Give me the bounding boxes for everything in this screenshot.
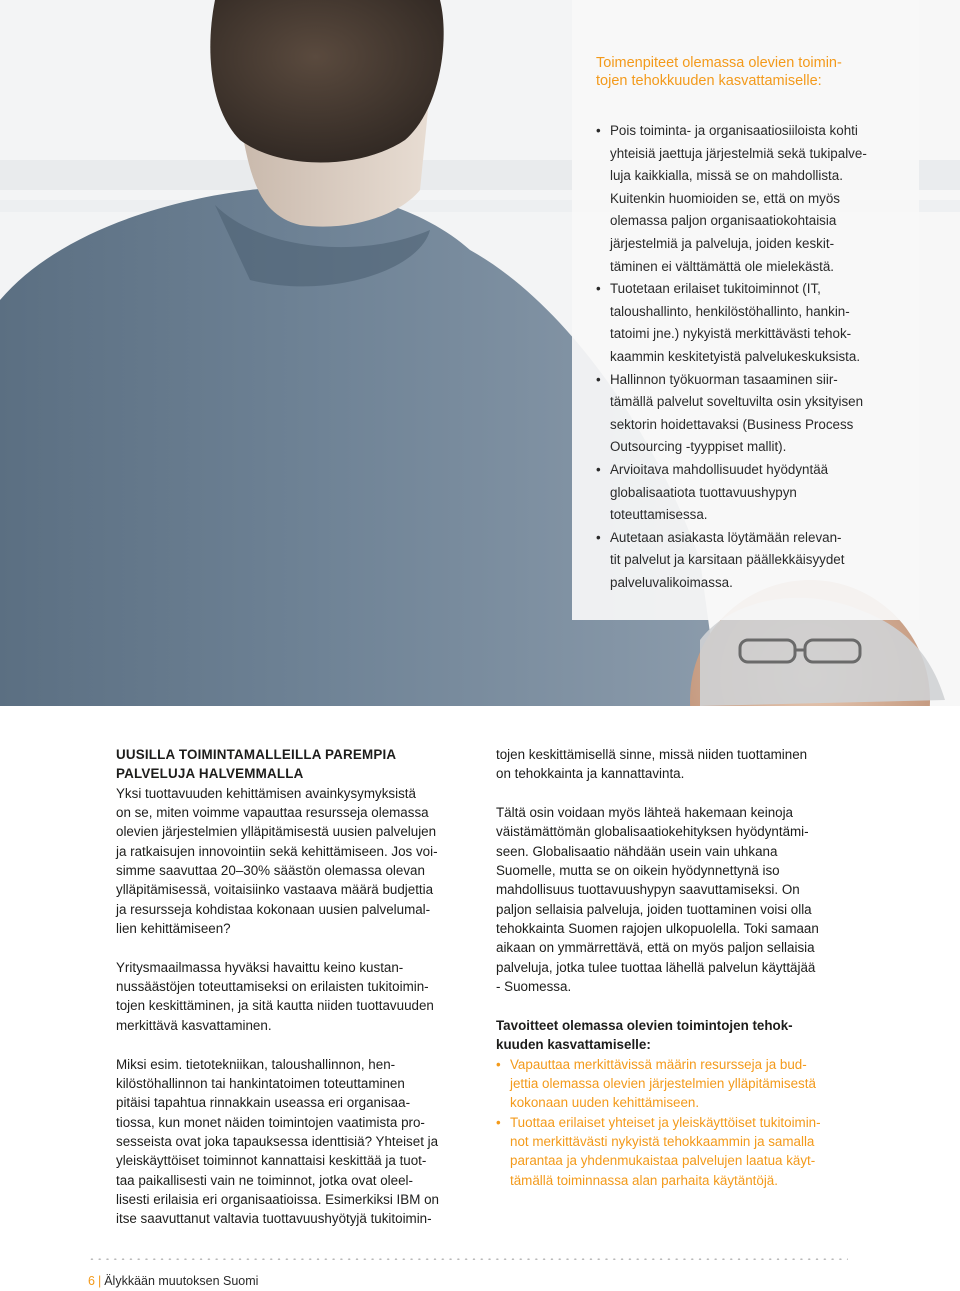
text-line: kilöstöhallinnon tai hankintatoimen toteuttaminen	[116, 1075, 405, 1091]
text-line: palveluja, jotka tulee tuottaa lähellä palvelun käyttäjää	[496, 959, 816, 975]
text-line: nussäästöjen toteuttamiseksi on erilaisten tukitoimin-	[116, 979, 429, 995]
text-line: kokonaan uuden kehittämiseen.	[510, 1095, 700, 1111]
text-line: not merkittävästi nykyistä tehokkaammin ja samalla	[510, 1133, 815, 1149]
text-line: tojen keskittämisellä sinne, missä niiden tuottaminen	[496, 747, 808, 762]
subhead-line: Tavoitteet olemassa olevien toimintojen tehok-	[496, 1017, 793, 1033]
text-line: Yritysmaailmassa hyväksi havaittu keino kustan-	[116, 959, 404, 975]
text-line: pitäisi tapahtua rinnakkain useassa eri organisaa-	[116, 1095, 411, 1111]
text-line: ylläpitämisessä, voitaisiinko vastaava määrä budjettia	[116, 882, 434, 898]
text-line: tehokkainta Suomen rajojen ulkopuolella. Toki samaan	[496, 921, 819, 937]
text-line: olemassa paljon organisaatiokohtaisia	[610, 213, 837, 229]
text-line: globalisaatiota tuottavuushypyn	[610, 484, 797, 500]
publication-title: Älykkään muutoksen Suomi	[104, 1274, 259, 1288]
text-line: • Tuottaa erilaiset yhteiset ja yleiskäyttöiset tukitoimin-	[510, 1114, 821, 1130]
text-line: mahdollisuus tuottavuushypyn saavuttamiseksi. On	[496, 882, 800, 898]
text-line: tojen keskittäminen, ja sitä kautta niiden tuottavuuden	[116, 998, 434, 1014]
measures-item	[596, 278, 896, 368]
text-line: aikaan on ymmärrettävä, että on myös paljon sellaisia	[496, 940, 815, 956]
text-line: • Hallinnon työkuorman tasaaminen siir-	[610, 371, 838, 387]
paragraph	[116, 784, 496, 939]
text-line: tiossa, kun monet näiden toimintojen vaatimista pro-	[116, 1114, 425, 1130]
text-line: kaammin keskitetyistä palvelukeskuksista.	[610, 348, 861, 364]
text-line: toteuttamisessa.	[610, 507, 708, 523]
text-line: • Autetaan asiakasta löytämään relevan-	[610, 529, 842, 545]
text-line: • Arvioitava mahdollisuudet hyödyntää	[610, 461, 829, 477]
text-line: Miksi esim. tietotekniikan, taloushallinnon, hen-	[116, 1056, 396, 1072]
text-line: - Suomessa.	[496, 979, 572, 995]
text-line: olevien järjestelmien ylläpitämisestä uusien palvelujen	[116, 824, 437, 840]
text-line: väistämättömän globalisaatiokehityksen hyödyntämi-	[496, 824, 809, 840]
goals-item	[496, 1113, 871, 1190]
text-line: ja resursseja kohdistaa kokonaan uusien palvelumal-	[116, 901, 431, 917]
text-line: paljon sellaisia palveluja, joiden tuottaminen voisi olla	[496, 901, 812, 917]
measures-list	[596, 120, 896, 594]
text-line: seen. Globalisaatio nähdään usein vain uhkana	[496, 843, 778, 859]
goals-item	[496, 1055, 871, 1113]
text-line: lisesti erilaisia eri organisaatioissa. Esimerkiksi IBM on	[116, 1191, 439, 1207]
paragraph	[496, 745, 871, 784]
title-line: UUSILLA TOIMINTAMALLEILLA PAREMPIA	[116, 747, 397, 762]
text-line: sesseista ovat joka tapauksessa identtisiä? Yhteiset ja	[116, 1133, 439, 1149]
text-line: itse saavuttanut valtavia tuottavuushyötyjä tukitoimin-	[116, 1211, 432, 1227]
text-line: parantaa ja yhdenmukaistaa palvelujen laatua käyt-	[510, 1153, 816, 1169]
page-number: 6	[88, 1274, 95, 1288]
page-footer	[88, 1274, 258, 1288]
goals-list	[496, 1055, 871, 1190]
measures-item	[596, 527, 896, 595]
text-line: simme saavuttaa 20–30% säästön olemassa olevan	[116, 863, 425, 879]
paragraph	[496, 803, 871, 996]
text-line: ja ratkaisujen innovointiin sekä kehittämiseen. Jos voi-	[116, 843, 438, 859]
text-line: taa paikallisesti vain ne toiminnot, jotka ovat oleel-	[116, 1172, 413, 1188]
footer-separator: |	[97, 1274, 102, 1288]
article-title	[116, 745, 496, 784]
text-line: luja kaikkialla, missä se on mahdollista.	[610, 168, 843, 184]
text-line: on se, miten voimme vapauttaa resursseja olemassa	[116, 805, 429, 821]
text-line: täminen ei välttämättä ole mielekästä.	[610, 258, 835, 274]
title-line: PALVELUJA HALVEMMALLA	[116, 766, 304, 782]
text-line: • Pois toiminta- ja organisaatiosiiloista kohti	[610, 123, 858, 138]
text-line: tämällä toiminnassa alan parhaita käytäntöjä.	[510, 1172, 778, 1188]
measures-heading	[596, 54, 896, 90]
text-line: tatoimi jne.) nykyistä merkittävästi tehok-	[610, 326, 852, 342]
text-line: Tältä osin voidaan myös lähteä hakemaan keinoja	[496, 805, 794, 821]
right-column	[496, 745, 871, 1190]
measures-item	[596, 120, 896, 278]
paragraph	[116, 958, 496, 1035]
measures-item	[596, 459, 896, 527]
text-line: Yksi tuottavuuden kehittämisen avainkysymyksistä	[116, 785, 416, 801]
text-line: yhteisiä jaettuja järjestelmiä sekä tukipalve-	[610, 145, 867, 161]
text-line: Kuitenkin huomioiden se, että on myös	[610, 190, 841, 206]
text-line: yleiskäyttöiset toiminnot kannattaisi keskittää ja tuot-	[116, 1153, 427, 1169]
measures-item	[596, 369, 896, 459]
heading-line: tojen tehokkuuden kasvattamiselle:	[596, 73, 822, 89]
goals-heading	[496, 1016, 871, 1055]
text-line: on tehokkainta ja kannattavinta.	[496, 766, 685, 782]
subhead-line: kuuden kasvattamiselle:	[496, 1037, 651, 1053]
text-line: • Vapauttaa merkittävissä määrin resursseja ja bud-	[510, 1056, 807, 1072]
text-line: Suomelle, mutta se on oikein hyödynnettynä iso	[496, 863, 780, 879]
text-line: palveluvalikoimassa.	[610, 574, 733, 590]
text-line: lien kehittämiseen?	[116, 921, 231, 937]
left-column	[116, 745, 496, 1248]
paragraph	[116, 1055, 496, 1229]
dotted-divider	[88, 1258, 848, 1260]
text-line: tit palvelut ja karsitaan päällekkäisyydet	[610, 552, 845, 568]
text-line: Outsourcing -tyyppiset mallit).	[610, 439, 787, 455]
text-line: taloushallinto, henkilöstöhallinto, hankin-	[610, 303, 850, 319]
text-line: jettia olemassa olevien järjestelmien ylläpitämisestä	[510, 1075, 816, 1091]
text-line: sektorin hoidettavaksi (Business Process	[610, 416, 854, 432]
text-line: merkittävä kasvattaminen.	[116, 1017, 272, 1033]
heading-line: Toimenpiteet olemassa olevien toimin-	[596, 55, 842, 71]
text-line: järjestelmiä ja palveluja, joiden keskit-	[610, 235, 835, 251]
text-line: • Tuotetaan erilaiset tukitoiminnot (IT,	[610, 281, 821, 297]
text-line: tämällä palvelut soveltuvilta osin yksityisen	[610, 394, 864, 410]
